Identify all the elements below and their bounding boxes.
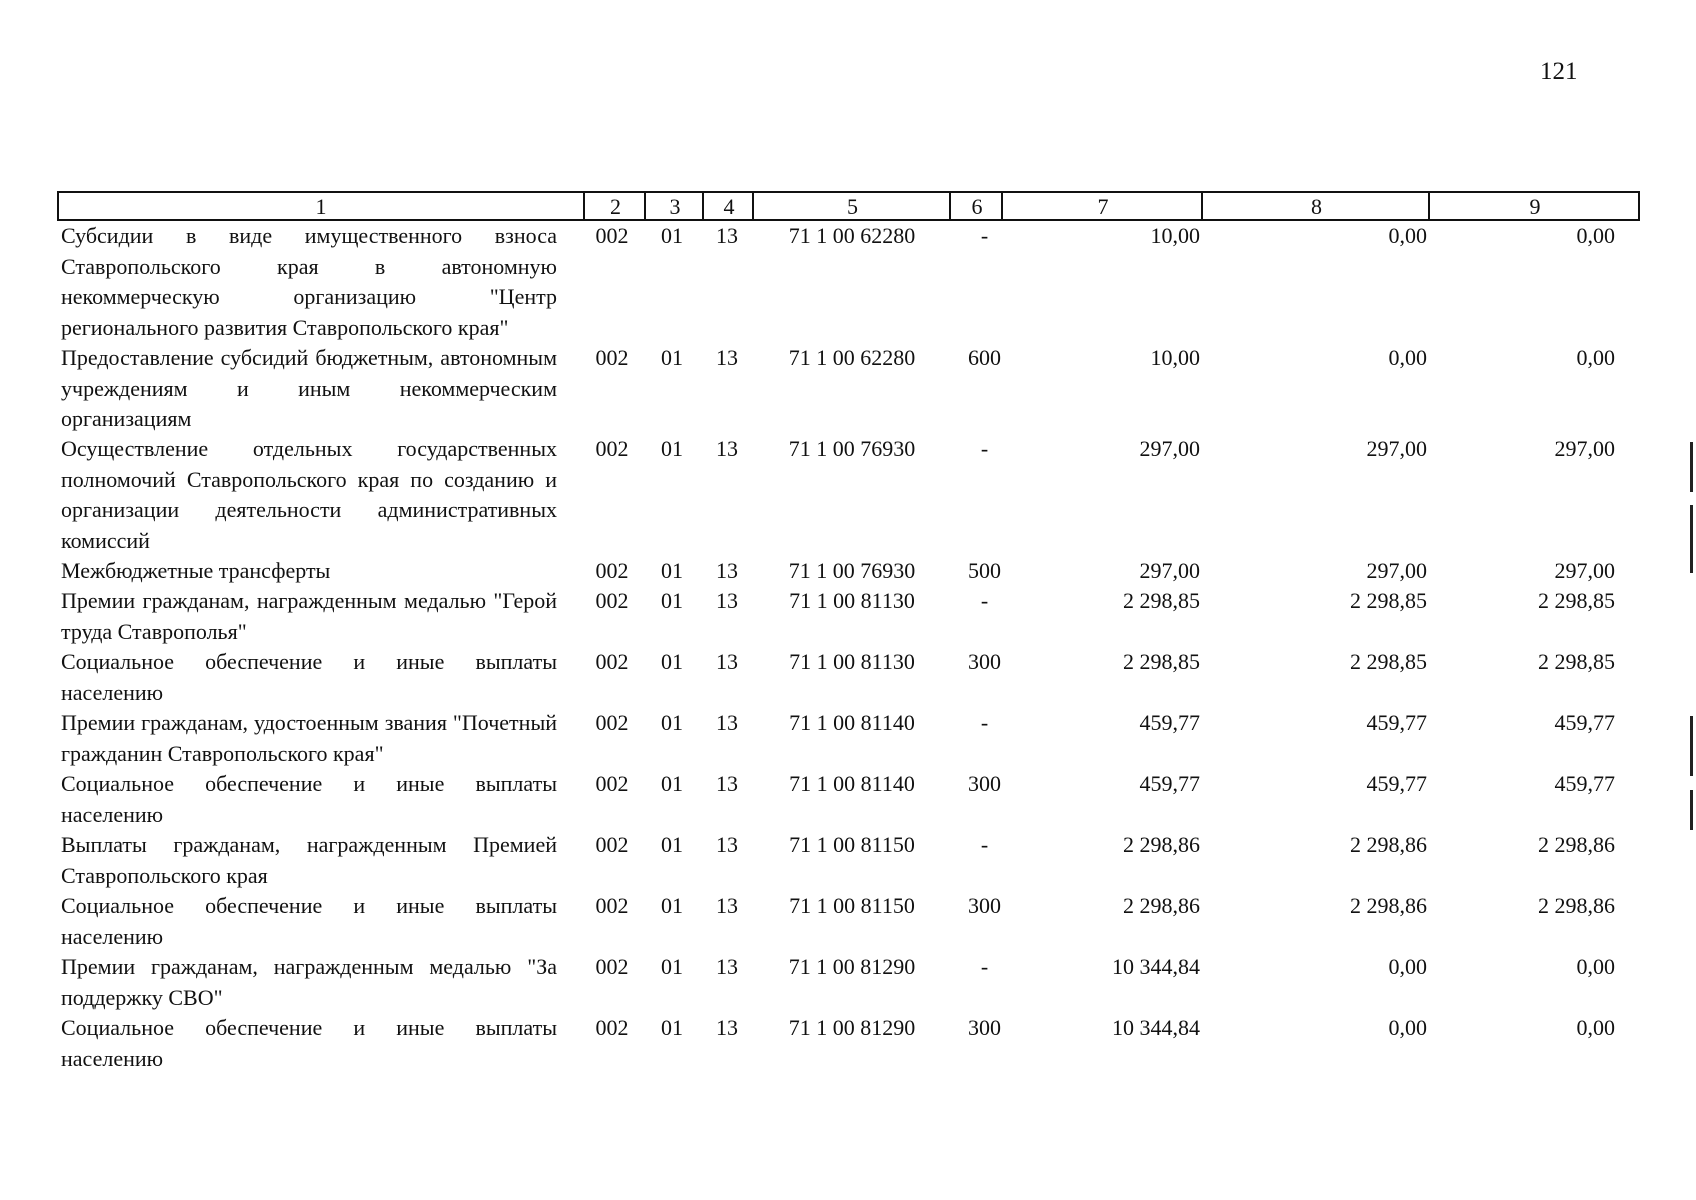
cell-col-2: 002 xyxy=(595,893,629,918)
cell-col-4: 13 xyxy=(716,223,738,248)
header-col-6: 6 xyxy=(949,193,1003,219)
cell-col-5: 71 1 00 81290 xyxy=(788,954,916,979)
header-col-3: 3 xyxy=(644,193,704,219)
cell-col-9: 0,00 xyxy=(1576,223,1615,248)
table-row xyxy=(57,708,1640,769)
cell-col-9: 2 298,85 xyxy=(1538,649,1615,674)
cell-col-5: 71 1 00 81140 xyxy=(789,771,915,796)
cell-col-9: 297,00 xyxy=(1554,558,1615,583)
table-row xyxy=(57,586,1640,647)
header-col-1: 1 xyxy=(315,194,327,219)
row-description: Осуществление отдельных государственных полномочий Ставропольского края по созданию и организации деятельности административных комиссий xyxy=(61,436,557,553)
cell-col-6: - xyxy=(980,223,989,248)
table-row xyxy=(57,556,1640,586)
cell-col-5: 71 1 00 81130 xyxy=(789,588,915,613)
cell-col-6: - xyxy=(980,588,989,613)
cell-col-9: 2 298,85 xyxy=(1538,588,1615,613)
cell-col-4: 13 xyxy=(716,893,738,918)
cell-col-5: 71 1 00 81130 xyxy=(789,649,915,674)
scan-edge-mark xyxy=(1690,716,1693,776)
row-description: Межбюджетные трансферты xyxy=(61,558,331,583)
cell-col-2: 002 xyxy=(595,345,629,370)
cell-col-9: 2 298,86 xyxy=(1538,893,1615,918)
cell-col-7: 459,77 xyxy=(1139,771,1200,796)
cell-col-2: 002 xyxy=(595,1015,629,1040)
cell-col-6: - xyxy=(980,436,989,461)
cell-col-9: 297,00 xyxy=(1554,436,1615,461)
cell-col-7: 2 298,85 xyxy=(1123,649,1200,674)
cell-col-4: 13 xyxy=(716,710,738,735)
cell-col-8: 0,00 xyxy=(1388,223,1427,248)
cell-col-6: 300 xyxy=(968,1015,1001,1040)
cell-col-3: 01 xyxy=(661,588,683,613)
cell-col-6: - xyxy=(980,832,989,857)
scan-edge-mark xyxy=(1690,505,1693,573)
row-description: Социальное обеспечение и иные выплаты населению xyxy=(61,1015,557,1071)
cell-col-2: 002 xyxy=(595,954,629,979)
table-row xyxy=(57,1013,1640,1074)
cell-col-2: 002 xyxy=(595,649,629,674)
cell-col-5: 71 1 00 81150 xyxy=(789,832,915,857)
cell-col-2: 002 xyxy=(595,223,629,248)
cell-col-4: 13 xyxy=(716,588,738,613)
cell-col-2: 002 xyxy=(595,436,629,461)
cell-col-7: 10 344,84 xyxy=(1112,954,1200,979)
header-col-7: 7 xyxy=(1001,193,1203,219)
row-description: Премии гражданам, награжденным медалью "Герой труда Ставрополья" xyxy=(61,588,557,644)
cell-col-9: 0,00 xyxy=(1576,1015,1615,1040)
table-row xyxy=(57,434,1640,556)
cell-col-9: 459,77 xyxy=(1554,771,1615,796)
cell-col-8: 0,00 xyxy=(1388,1015,1427,1040)
cell-col-7: 10,00 xyxy=(1150,345,1200,370)
row-description: Выплаты гражданам, награжденным Премией Ставропольского края xyxy=(61,832,557,888)
budget-table xyxy=(57,191,1640,1074)
row-description: Премии гражданам, удостоенным звания "Почетный гражданин Ставропольского края" xyxy=(61,710,557,766)
scan-edge-mark xyxy=(1690,790,1693,830)
cell-col-3: 01 xyxy=(661,558,683,583)
cell-col-4: 13 xyxy=(716,954,738,979)
cell-col-3: 01 xyxy=(661,345,683,370)
scan-edge-mark xyxy=(1690,442,1693,492)
cell-col-3: 01 xyxy=(661,954,683,979)
cell-col-4: 13 xyxy=(716,558,738,583)
table-row xyxy=(57,769,1640,830)
header-col-8: 8 xyxy=(1201,193,1430,219)
cell-col-8: 2 298,85 xyxy=(1350,649,1427,674)
cell-col-3: 01 xyxy=(661,771,683,796)
cell-col-5: 71 1 00 76930 xyxy=(788,558,916,583)
cell-col-8: 459,77 xyxy=(1366,710,1427,735)
page-number: 121 xyxy=(1540,58,1578,85)
cell-col-7: 10 344,84 xyxy=(1112,1015,1200,1040)
header-col-9: 9 xyxy=(1428,193,1640,219)
cell-col-3: 01 xyxy=(661,223,683,248)
cell-col-5: 71 1 00 76930 xyxy=(788,436,916,461)
cell-col-7: 297,00 xyxy=(1139,436,1200,461)
table-row xyxy=(57,891,1640,952)
cell-col-3: 01 xyxy=(661,710,683,735)
cell-col-7: 297,00 xyxy=(1139,558,1200,583)
cell-col-2: 002 xyxy=(595,588,629,613)
cell-col-3: 01 xyxy=(661,832,683,857)
cell-col-3: 01 xyxy=(661,649,683,674)
cell-col-8: 297,00 xyxy=(1366,436,1427,461)
cell-col-5: 71 1 00 62280 xyxy=(788,345,916,370)
cell-col-5: 71 1 00 81150 xyxy=(789,893,915,918)
row-description: Социальное обеспечение и иные выплаты населению xyxy=(61,893,557,949)
cell-col-7: 2 298,86 xyxy=(1123,893,1200,918)
table-header-row xyxy=(57,191,1640,221)
cell-col-4: 13 xyxy=(716,345,738,370)
header-col-2: 2 xyxy=(583,193,646,219)
cell-col-7: 459,77 xyxy=(1139,710,1200,735)
cell-col-9: 459,77 xyxy=(1554,710,1615,735)
cell-col-8: 297,00 xyxy=(1366,558,1427,583)
cell-col-6: 600 xyxy=(968,345,1001,370)
cell-col-4: 13 xyxy=(716,1015,738,1040)
header-col-5: 5 xyxy=(752,193,951,219)
row-description: Социальное обеспечение и иные выплаты населению xyxy=(61,649,557,705)
cell-col-6: 300 xyxy=(968,771,1001,796)
cell-col-4: 13 xyxy=(716,436,738,461)
cell-col-8: 0,00 xyxy=(1388,954,1427,979)
cell-col-8: 0,00 xyxy=(1388,345,1427,370)
cell-col-3: 01 xyxy=(661,436,683,461)
cell-col-7: 2 298,85 xyxy=(1123,588,1200,613)
cell-col-5: 71 1 00 81290 xyxy=(788,1015,916,1040)
cell-col-2: 002 xyxy=(595,832,629,857)
cell-col-6: - xyxy=(980,710,989,735)
cell-col-5: 71 1 00 81140 xyxy=(789,710,915,735)
header-col-4: 4 xyxy=(702,193,754,219)
cell-col-6: 300 xyxy=(968,649,1001,674)
cell-col-6: - xyxy=(980,954,989,979)
table-row xyxy=(57,830,1640,891)
cell-col-5: 71 1 00 62280 xyxy=(788,223,916,248)
row-description: Предоставление субсидий бюджетным, автономным учреждениям и иным некоммерческим организациям xyxy=(61,345,557,431)
cell-col-8: 2 298,85 xyxy=(1350,588,1427,613)
cell-col-2: 002 xyxy=(595,558,629,583)
cell-col-4: 13 xyxy=(716,832,738,857)
table-row xyxy=(57,952,1640,1013)
cell-col-8: 2 298,86 xyxy=(1350,893,1427,918)
cell-col-9: 0,00 xyxy=(1576,954,1615,979)
cell-col-7: 2 298,86 xyxy=(1123,832,1200,857)
cell-col-3: 01 xyxy=(661,1015,683,1040)
row-description: Социальное обеспечение и иные выплаты населению xyxy=(61,771,557,827)
cell-col-6: 300 xyxy=(968,893,1001,918)
cell-col-6: 500 xyxy=(968,558,1001,583)
cell-col-4: 13 xyxy=(716,649,738,674)
cell-col-9: 2 298,86 xyxy=(1538,832,1615,857)
row-description: Субсидии в виде имущественного взноса Ставропольского края в автономную некоммерческую организацию "Центр регионального развития Ставропольского края" xyxy=(61,223,557,340)
table-row xyxy=(57,343,1640,434)
row-description: Премии гражданам, награжденным медалью "За поддержку СВО" xyxy=(61,954,557,1010)
cell-col-7: 10,00 xyxy=(1150,223,1200,248)
table-row xyxy=(57,221,1640,343)
cell-col-2: 002 xyxy=(595,771,629,796)
table-body xyxy=(57,221,1640,1074)
cell-col-8: 2 298,86 xyxy=(1350,832,1427,857)
cell-col-3: 01 xyxy=(661,893,683,918)
cell-col-2: 002 xyxy=(595,710,629,735)
cell-col-8: 459,77 xyxy=(1366,771,1427,796)
cell-col-9: 0,00 xyxy=(1576,345,1615,370)
table-row xyxy=(57,647,1640,708)
cell-col-4: 13 xyxy=(716,771,738,796)
